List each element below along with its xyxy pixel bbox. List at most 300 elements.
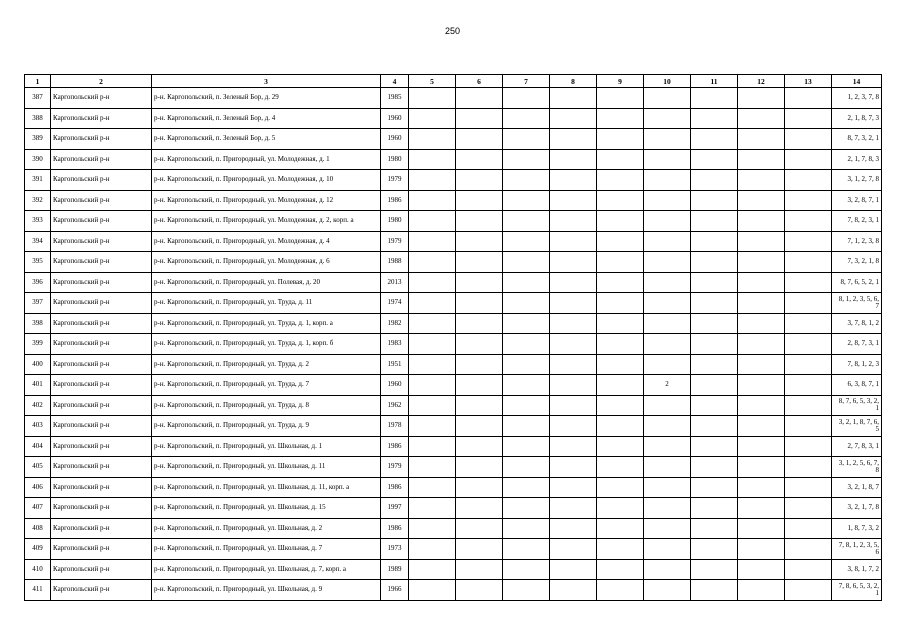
codes-cell: 3, 7, 8, 1, 2 [832,313,882,334]
empty-cell [597,293,644,314]
empty-cell [503,129,550,150]
row-number-cell: 411 [25,580,51,601]
row-number-cell: 406 [25,477,51,498]
empty-cell [550,518,597,539]
row-number-cell: 409 [25,539,51,560]
empty-cell [550,211,597,232]
year-cell: 1986 [381,436,409,457]
empty-cell [691,129,738,150]
empty-cell [691,313,738,334]
empty-cell [691,334,738,355]
empty-cell [409,211,456,232]
empty-cell [503,539,550,560]
row-number-cell: 404 [25,436,51,457]
table-row [25,231,882,252]
codes-cell: 1, 2, 3, 7, 8 [832,88,882,109]
empty-cell [456,334,503,355]
district-cell: Каргопольский р-н [51,334,152,355]
empty-cell [691,375,738,396]
district-cell: Каргопольский р-н [51,539,152,560]
district-cell: Каргопольский р-н [51,580,152,601]
empty-cell [503,293,550,314]
empty-cell [550,88,597,109]
row-number-cell: 401 [25,375,51,396]
empty-cell [550,129,597,150]
year-cell: 1988 [381,252,409,273]
empty-cell [597,539,644,560]
column-10-cell [644,477,691,498]
address-cell: р-н. Каргопольский, п. Зеленый Бор, д. 4 [152,108,381,129]
empty-cell [597,88,644,109]
district-cell: Каргопольский р-н [51,375,152,396]
codes-cell: 3, 1, 2, 7, 8 [832,170,882,191]
column-10-cell [644,539,691,560]
empty-cell [738,149,785,170]
empty-cell [409,272,456,293]
codes-cell: 8, 7, 6, 5, 3, 2, 1 [832,395,882,416]
row-number-cell: 389 [25,129,51,150]
row-number-cell: 402 [25,395,51,416]
empty-cell [409,518,456,539]
empty-cell [738,293,785,314]
district-cell: Каргопольский р-н [51,170,152,191]
empty-cell [785,88,832,109]
table-row [25,559,882,580]
empty-cell [785,354,832,375]
empty-cell [597,231,644,252]
codes-cell: 3, 2, 1, 8, 7, 6, 5 [832,416,882,437]
table-row [25,252,882,273]
address-cell: р-н. Каргопольский, п. Пригородный, ул. Труда, д. 1, корп. а [152,313,381,334]
empty-cell [691,211,738,232]
table-row [25,539,882,560]
year-cell: 1973 [381,539,409,560]
empty-cell [691,580,738,601]
year-cell: 1960 [381,375,409,396]
address-cell: р-н. Каргопольский, п. Пригородный, ул. Школьная, д. 7 [152,539,381,560]
codes-cell: 7, 3, 2, 1, 8 [832,252,882,273]
district-cell: Каргопольский р-н [51,293,152,314]
empty-cell [738,518,785,539]
empty-cell [503,580,550,601]
empty-cell [409,129,456,150]
empty-cell [456,580,503,601]
codes-cell: 8, 7, 6, 5, 2, 1 [832,272,882,293]
column-10-cell [644,231,691,252]
empty-cell [456,108,503,129]
column-header-4: 4 [381,75,409,88]
empty-cell [691,88,738,109]
address-cell: р-н. Каргопольский, п. Пригородный, ул. Школьная, д. 7, корп. а [152,559,381,580]
empty-cell [785,375,832,396]
address-cell: р-н. Каргопольский, п. Пригородный, ул. Труда, д. 2 [152,354,381,375]
empty-cell [503,457,550,478]
empty-cell [597,252,644,273]
empty-cell [409,477,456,498]
year-cell: 1960 [381,108,409,129]
address-cell: р-н. Каргопольский, п. Пригородный, ул. Школьная, д. 9 [152,580,381,601]
district-cell: Каргопольский р-н [51,272,152,293]
row-number-cell: 391 [25,170,51,191]
column-10-cell [644,457,691,478]
empty-cell [691,457,738,478]
empty-cell [738,559,785,580]
district-cell: Каргопольский р-н [51,252,152,273]
year-cell: 1997 [381,498,409,519]
empty-cell [456,477,503,498]
address-cell: р-н. Каргопольский, п. Пригородный, ул. Труда, д. 11 [152,293,381,314]
empty-cell [597,375,644,396]
empty-cell [550,149,597,170]
row-number-cell: 398 [25,313,51,334]
empty-cell [785,518,832,539]
empty-cell [738,539,785,560]
empty-cell [597,149,644,170]
codes-cell: 7, 8, 1, 2, 3 [832,354,882,375]
codes-cell: 1, 8, 7, 3, 2 [832,518,882,539]
column-10-cell [644,559,691,580]
address-cell: р-н. Каргопольский, п. Пригородный, ул. Школьная, д. 15 [152,498,381,519]
column-10-cell [644,293,691,314]
empty-cell [597,416,644,437]
table-row [25,272,882,293]
empty-cell [456,395,503,416]
empty-cell [550,375,597,396]
column-10-cell [644,252,691,273]
empty-cell [456,211,503,232]
empty-cell [597,272,644,293]
empty-cell [456,375,503,396]
empty-cell [409,231,456,252]
empty-cell [550,416,597,437]
empty-cell [409,580,456,601]
codes-cell: 3, 1, 2, 5, 6, 7, 8 [832,457,882,478]
table-row [25,129,882,150]
row-number-cell: 394 [25,231,51,252]
table-row [25,149,882,170]
empty-cell [691,252,738,273]
empty-cell [785,293,832,314]
empty-cell [456,190,503,211]
empty-cell [550,498,597,519]
empty-cell [785,129,832,150]
district-cell: Каргопольский р-н [51,190,152,211]
empty-cell [503,88,550,109]
empty-cell [738,272,785,293]
codes-cell: 2, 1, 8, 7, 3 [832,108,882,129]
codes-cell: 6, 3, 8, 7, 1 [832,375,882,396]
column-10-cell [644,436,691,457]
empty-cell [785,190,832,211]
empty-cell [409,498,456,519]
empty-cell [503,190,550,211]
column-10-cell [644,149,691,170]
year-cell: 1986 [381,518,409,539]
year-cell: 1966 [381,580,409,601]
column-header-14: 14 [832,75,882,88]
empty-cell [503,498,550,519]
empty-cell [503,272,550,293]
empty-cell [738,395,785,416]
empty-cell [785,395,832,416]
year-cell: 1962 [381,395,409,416]
row-number-cell: 390 [25,149,51,170]
empty-cell [456,436,503,457]
empty-cell [409,149,456,170]
row-number-cell: 408 [25,518,51,539]
empty-cell [550,580,597,601]
codes-cell: 3, 2, 8, 7, 1 [832,190,882,211]
codes-cell: 7, 8, 6, 5, 3, 2, 1 [832,580,882,601]
empty-cell [503,313,550,334]
table-row [25,354,882,375]
empty-cell [738,354,785,375]
page-number: 250 [444,26,461,36]
district-cell: Каргопольский р-н [51,559,152,580]
year-cell: 1986 [381,477,409,498]
empty-cell [550,436,597,457]
empty-cell [738,334,785,355]
empty-cell [409,252,456,273]
empty-cell [738,88,785,109]
column-header-5: 5 [409,75,456,88]
empty-cell [691,149,738,170]
empty-cell [503,211,550,232]
empty-cell [409,293,456,314]
address-cell: р-н. Каргопольский, п. Пригородный, ул. Молодежная, д. 2, корп. а [152,211,381,232]
empty-cell [550,170,597,191]
empty-cell [503,252,550,273]
empty-cell [503,334,550,355]
address-cell: р-н. Каргопольский, п. Пригородный, ул. Молодежная, д. 1 [152,149,381,170]
row-number-cell: 400 [25,354,51,375]
empty-cell [691,395,738,416]
empty-cell [597,334,644,355]
empty-cell [456,293,503,314]
district-cell: Каргопольский р-н [51,416,152,437]
table-row [25,477,882,498]
empty-cell [738,129,785,150]
row-number-cell: 387 [25,88,51,109]
address-cell: р-н. Каргопольский, п. Зеленый Бор, д. 29 [152,88,381,109]
table-row [25,580,882,601]
empty-cell [409,559,456,580]
table-row [25,88,882,109]
column-header-2: 2 [51,75,152,88]
district-cell: Каргопольский р-н [51,129,152,150]
empty-cell [456,518,503,539]
empty-cell [738,231,785,252]
empty-cell [456,88,503,109]
column-header-13: 13 [785,75,832,88]
district-cell: Каргопольский р-н [51,354,152,375]
empty-cell [456,272,503,293]
empty-cell [456,354,503,375]
empty-cell [691,293,738,314]
empty-cell [503,375,550,396]
address-cell: р-н. Каргопольский, п. Пригородный, ул. Труда, д. 8 [152,395,381,416]
year-cell: 1979 [381,457,409,478]
empty-cell [409,334,456,355]
codes-cell: 3, 2, 1, 8, 7 [832,477,882,498]
codes-cell: 3, 2, 1, 7, 8 [832,498,882,519]
district-cell: Каргопольский р-н [51,88,152,109]
empty-cell [597,498,644,519]
empty-cell [503,395,550,416]
year-cell: 1979 [381,170,409,191]
empty-cell [503,559,550,580]
year-cell: 1980 [381,211,409,232]
column-10-cell [644,416,691,437]
district-cell: Каргопольский р-н [51,395,152,416]
empty-cell [456,149,503,170]
year-cell: 1960 [381,129,409,150]
empty-cell [550,108,597,129]
empty-cell [597,190,644,211]
table-row [25,395,882,416]
empty-cell [691,190,738,211]
address-cell: р-н. Каргопольский, п. Зеленый Бор, д. 5 [152,129,381,150]
district-cell: Каргопольский р-н [51,518,152,539]
empty-cell [409,170,456,191]
empty-cell [597,170,644,191]
empty-cell [691,436,738,457]
column-10-cell [644,88,691,109]
empty-cell [456,313,503,334]
empty-cell [597,211,644,232]
address-cell: р-н. Каргопольский, п. Пригородный, ул. Труда, д. 1, корп. б [152,334,381,355]
table-row [25,313,882,334]
column-header-1: 1 [25,75,51,88]
year-cell: 1980 [381,149,409,170]
empty-cell [597,436,644,457]
empty-cell [785,559,832,580]
empty-cell [409,375,456,396]
district-cell: Каргопольский р-н [51,231,152,252]
empty-cell [597,395,644,416]
empty-cell [456,498,503,519]
address-cell: р-н. Каргопольский, п. Пригородный, ул. Труда, д. 7 [152,375,381,396]
empty-cell [409,457,456,478]
table-row [25,375,882,396]
address-cell: р-н. Каргопольский, п. Пригородный, ул. Молодежная, д. 6 [152,252,381,273]
codes-cell: 7, 1, 2, 3, 8 [832,231,882,252]
empty-cell [550,539,597,560]
column-10-cell: 2 [644,375,691,396]
empty-cell [691,416,738,437]
row-number-cell: 396 [25,272,51,293]
empty-cell [409,395,456,416]
empty-cell [691,354,738,375]
table-row [25,170,882,191]
address-cell: р-н. Каргопольский, п. Пригородный, ул. Школьная, д. 1 [152,436,381,457]
year-cell: 1951 [381,354,409,375]
row-number-cell: 388 [25,108,51,129]
empty-cell [785,457,832,478]
empty-cell [409,190,456,211]
empty-cell [550,293,597,314]
column-header-8: 8 [550,75,597,88]
table-row [25,498,882,519]
address-cell: р-н. Каргопольский, п. Пригородный, ул. Школьная, д. 11 [152,457,381,478]
empty-cell [738,211,785,232]
column-10-cell [644,580,691,601]
empty-cell [550,395,597,416]
district-cell: Каргопольский р-н [51,211,152,232]
empty-cell [691,170,738,191]
district-cell: Каргопольский р-н [51,477,152,498]
empty-cell [691,518,738,539]
empty-cell [785,170,832,191]
empty-cell [409,88,456,109]
empty-cell [738,170,785,191]
empty-cell [503,477,550,498]
empty-cell [550,190,597,211]
empty-cell [785,231,832,252]
empty-cell [597,477,644,498]
empty-cell [738,580,785,601]
empty-cell [597,108,644,129]
table-row [25,190,882,211]
district-cell: Каргопольский р-н [51,149,152,170]
year-cell: 1989 [381,559,409,580]
column-header-9: 9 [597,75,644,88]
empty-cell [597,559,644,580]
empty-cell [738,375,785,396]
codes-cell: 2, 7, 8, 3, 1 [832,436,882,457]
table-row [25,293,882,314]
empty-cell [503,416,550,437]
empty-cell [785,580,832,601]
row-number-cell: 397 [25,293,51,314]
column-10-cell [644,272,691,293]
column-10-cell [644,498,691,519]
empty-cell [456,457,503,478]
column-10-cell [644,170,691,191]
empty-cell [785,252,832,273]
codes-cell: 3, 8, 1, 7, 2 [832,559,882,580]
codes-cell: 2, 1, 7, 8, 3 [832,149,882,170]
district-cell: Каргопольский р-н [51,436,152,457]
empty-cell [597,457,644,478]
empty-cell [409,436,456,457]
codes-cell: 8, 1, 2, 3, 5, 6, 7 [832,293,882,314]
empty-cell [550,559,597,580]
address-cell: р-н. Каргопольский, п. Пригородный, ул. Молодежная, д. 10 [152,170,381,191]
empty-cell [785,149,832,170]
column-10-cell [644,108,691,129]
empty-cell [785,498,832,519]
column-header-12: 12 [738,75,785,88]
address-cell: р-н. Каргопольский, п. Пригородный, ул. Полевая, д. 20 [152,272,381,293]
column-10-cell [644,211,691,232]
column-header-10: 10 [644,75,691,88]
address-cell: р-н. Каргопольский, п. Пригородный, ул. Школьная, д. 2 [152,518,381,539]
district-cell: Каргопольский р-н [51,313,152,334]
empty-cell [503,518,550,539]
column-10-cell [644,354,691,375]
empty-cell [691,108,738,129]
codes-cell: 7, 8, 2, 3, 1 [832,211,882,232]
column-10-cell [644,518,691,539]
empty-cell [785,313,832,334]
address-cell: р-н. Каргопольский, п. Пригородный, ул. Молодежная, д. 4 [152,231,381,252]
empty-cell [503,354,550,375]
empty-cell [785,334,832,355]
codes-cell: 2, 8, 7, 3, 1 [832,334,882,355]
column-10-cell [644,395,691,416]
empty-cell [456,231,503,252]
